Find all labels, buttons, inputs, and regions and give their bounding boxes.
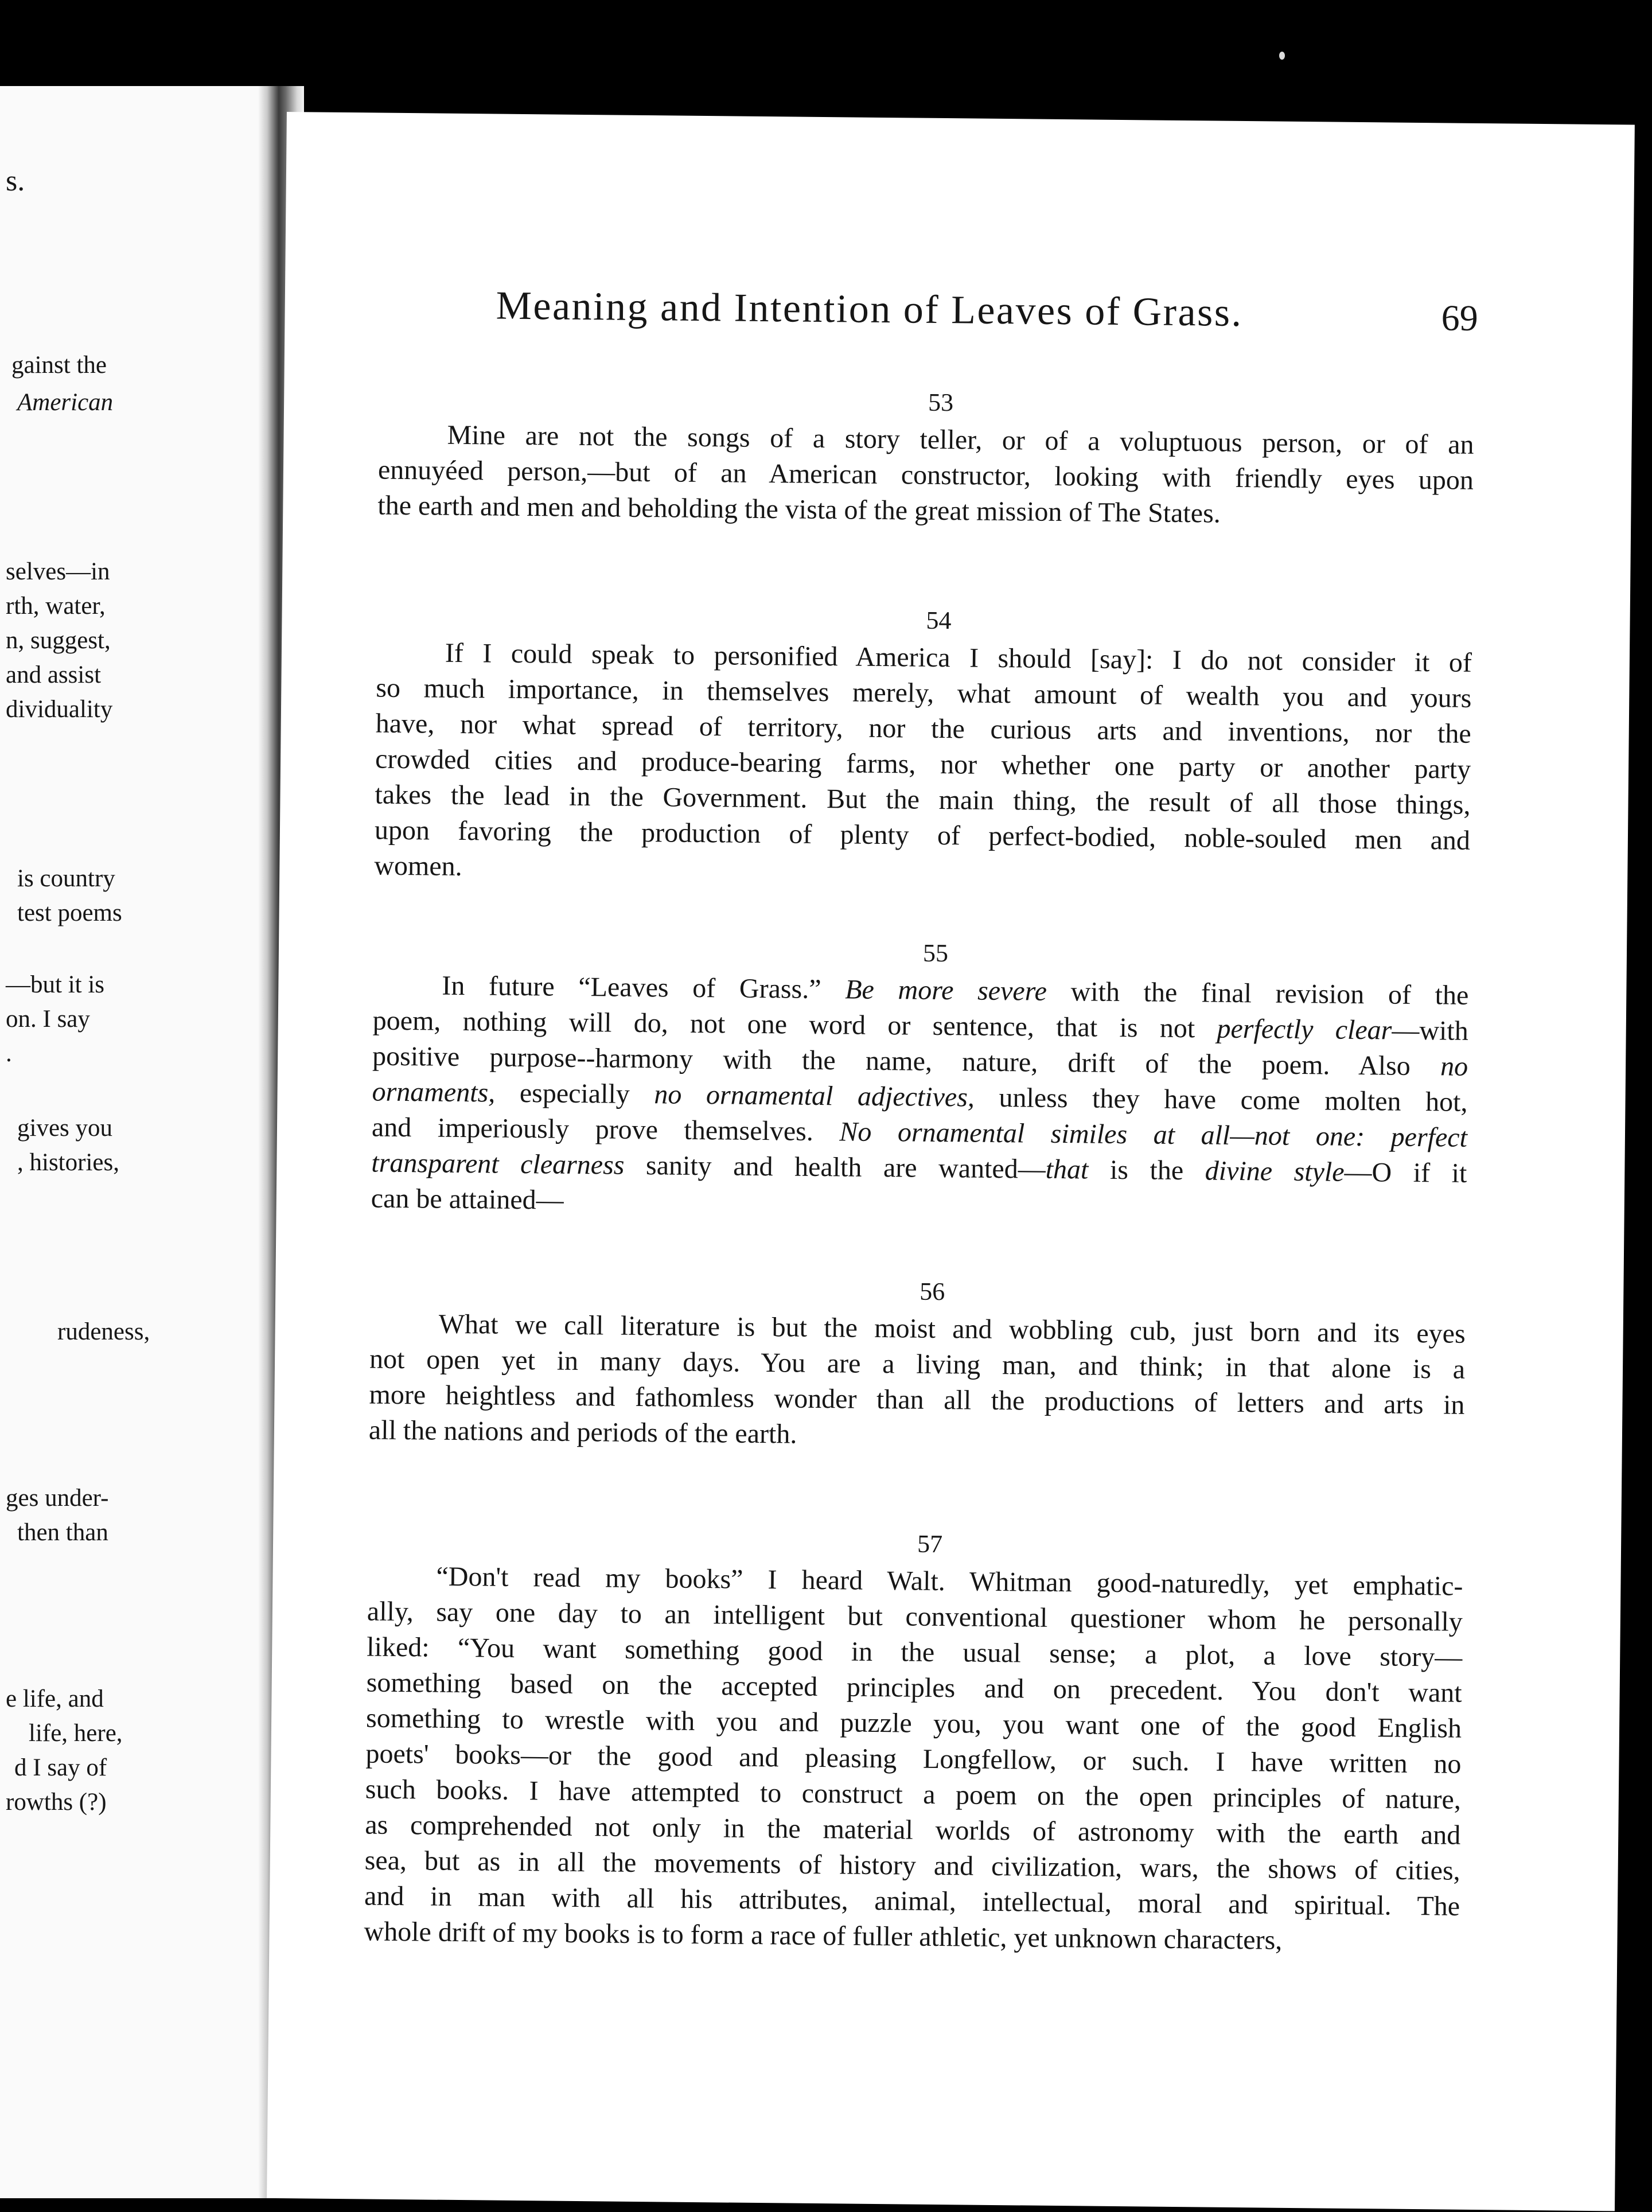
text-line: women.: [374, 850, 462, 882]
left-page-fragment: e life, and: [6, 1685, 104, 1712]
text-run: is the: [1088, 1154, 1206, 1186]
scan-speck: [1279, 52, 1285, 60]
text-line: ennuyéed person,—but of an American constructor, looking with friendly eyes upon: [377, 454, 1474, 496]
section-number: 55: [922, 938, 949, 968]
text-line: takes the lead in the Government. But the main thing, the result of all those things,: [375, 779, 1471, 820]
italic-text-run: that: [1045, 1154, 1089, 1185]
text-line: What we call literature is but the moist and wobbling cub, just born and its eyes: [438, 1308, 1466, 1349]
left-page-fragment: dividuality: [6, 696, 113, 723]
left-page-fragment: n, suggest,: [6, 627, 111, 654]
left-page-fragment: test poems: [17, 899, 122, 926]
left-page-fragment: American: [17, 389, 114, 416]
italic-text-run: No ornamental similes at all—not one: perfect: [839, 1116, 1468, 1153]
text-line: liked: “You want something good in the usual sense; a plot, a love story—: [367, 1631, 1463, 1673]
text-line: If I could speak to personified America I should [say]: I do not consider it of: [445, 637, 1472, 678]
italic-text-run: Be more severe: [845, 974, 1047, 1007]
left-page-fragment: d I say of: [14, 1754, 107, 1781]
text-line: all the nations and periods of the earth.: [368, 1415, 797, 1450]
section-number: 54: [926, 606, 952, 635]
text-line: have, nor what spread of territory, nor the curious arts and inventions, nor the: [375, 708, 1471, 749]
text-line: “Don't read my books” I heard Walt. Whitman good-naturedly, yet emphatic-: [436, 1561, 1463, 1602]
italic-text-run: no ornamental adjectives,: [654, 1079, 975, 1113]
right-page: [267, 112, 1635, 2211]
left-page-fragment: rowths (?): [6, 1789, 107, 1816]
section-number: 56: [919, 1277, 945, 1306]
left-page-fragment: gives you: [17, 1115, 113, 1142]
text-line: sea, but as in all the movements of history and civilization, wars, the shows of cities,: [364, 1845, 1460, 1886]
text-line: whole drift of my books is to form a race of fuller athletic, yet unknown characters,: [364, 1916, 1283, 1956]
text-line: not open yet in many days. You are a living man, and think; in that alone is a: [369, 1343, 1466, 1385]
text-run: —O if it: [1344, 1156, 1467, 1189]
text-line: something based on the accepted principles and on precedent. You don't want: [366, 1667, 1462, 1708]
section-paragraph: [276, 967, 1592, 1228]
text-line: something to wrestle with you and puzzle you, you want one of the good English: [365, 1703, 1462, 1744]
left-page-fragment: , histories,: [17, 1149, 119, 1176]
left-page-fragment: —but it is: [6, 971, 105, 998]
left-page-fragment: is country: [17, 865, 115, 892]
text-run: unless they have come molten hot,: [974, 1082, 1468, 1117]
left-page-fragment: gainst the: [11, 352, 107, 379]
text-run: especially: [495, 1077, 654, 1110]
left-page: [0, 86, 258, 2198]
text-run: can be attained—: [371, 1183, 564, 1216]
text-run: with the final revision of the: [1046, 976, 1469, 1011]
running-title: Meaning and Intention of Leaves of Grass.: [496, 283, 1243, 336]
left-page-fragment: .: [6, 1040, 12, 1067]
left-page-fragment: rudeness,: [57, 1318, 150, 1345]
italic-text-run: transparent clearness: [371, 1147, 625, 1181]
left-page-fragment: rth, water,: [6, 593, 106, 620]
section-paragraph: [279, 634, 1595, 895]
section-number: 53: [928, 388, 954, 417]
text-run: sanity and health are wanted—: [624, 1150, 1046, 1185]
italic-text-run: ornaments,: [372, 1076, 496, 1108]
left-page-fragment: selves—in: [6, 558, 110, 585]
text-run: —with: [1392, 1015, 1468, 1046]
running-head: [496, 283, 1652, 341]
text-run: poem, nothing will do, not one word or sentence, that is not: [372, 1005, 1217, 1044]
page-number: 69: [1441, 297, 1478, 338]
text-run: positive purpose--harmony with the name, nature, drift of the poem. Also: [372, 1041, 1441, 1082]
left-page-fragment: and assist: [6, 661, 102, 688]
text-run: and imperiously prove themselves.: [371, 1112, 840, 1147]
text-line: so much importance, in themselves merely, what amount of wealth you and yours: [376, 672, 1472, 714]
section-paragraph: [269, 1557, 1586, 1961]
section-paragraph: [274, 1305, 1589, 1460]
italic-text-run: divine style: [1205, 1155, 1345, 1187]
text-line: poets' books—or the good and pleasing Longfellow, or such. I have written no: [365, 1738, 1462, 1779]
text-line: more heightless and fathomless wonder than all the productions of letters and arts in: [369, 1379, 1465, 1420]
left-page-fragment: life, here,: [29, 1720, 123, 1747]
text-line: the earth and men and beholding the vista of the great mission of The States.: [377, 490, 1221, 529]
left-page-fragment: on. I say: [6, 1006, 90, 1033]
text-line: such books. I have attempted to construct a poem on the open principles of nature,: [365, 1774, 1462, 1815]
section-number: 57: [917, 1529, 943, 1559]
text-line: Mine are not the songs of a story teller, or of a voluptuous person, or of an: [447, 419, 1474, 460]
italic-text-run: perfectly clear: [1217, 1013, 1392, 1046]
text-line: upon favoring the production of plenty of perfect-bodied, noble-souled men and: [374, 815, 1471, 856]
section-paragraph: [283, 416, 1598, 535]
text-line: crowded cities and produce-bearing farms, nor whether one party or another party: [375, 743, 1471, 785]
left-page-fragment: s.: [6, 165, 25, 197]
italic-text-run: no: [1440, 1051, 1468, 1082]
left-page-fragment: ges under-: [6, 1485, 109, 1512]
text-line: as comprehended not only in the material worlds of astronomy with the earth and: [365, 1809, 1461, 1851]
left-page-fragment: then than: [17, 1519, 108, 1546]
text-line: and in man with all his attributes, animal, intellectual, moral and spiritual. The: [364, 1880, 1460, 1922]
text-line: ally, say one day to an intelligent but conventional questioner whom he personally: [367, 1596, 1463, 1637]
text-run: In future “Leaves of Grass.”: [442, 970, 846, 1005]
